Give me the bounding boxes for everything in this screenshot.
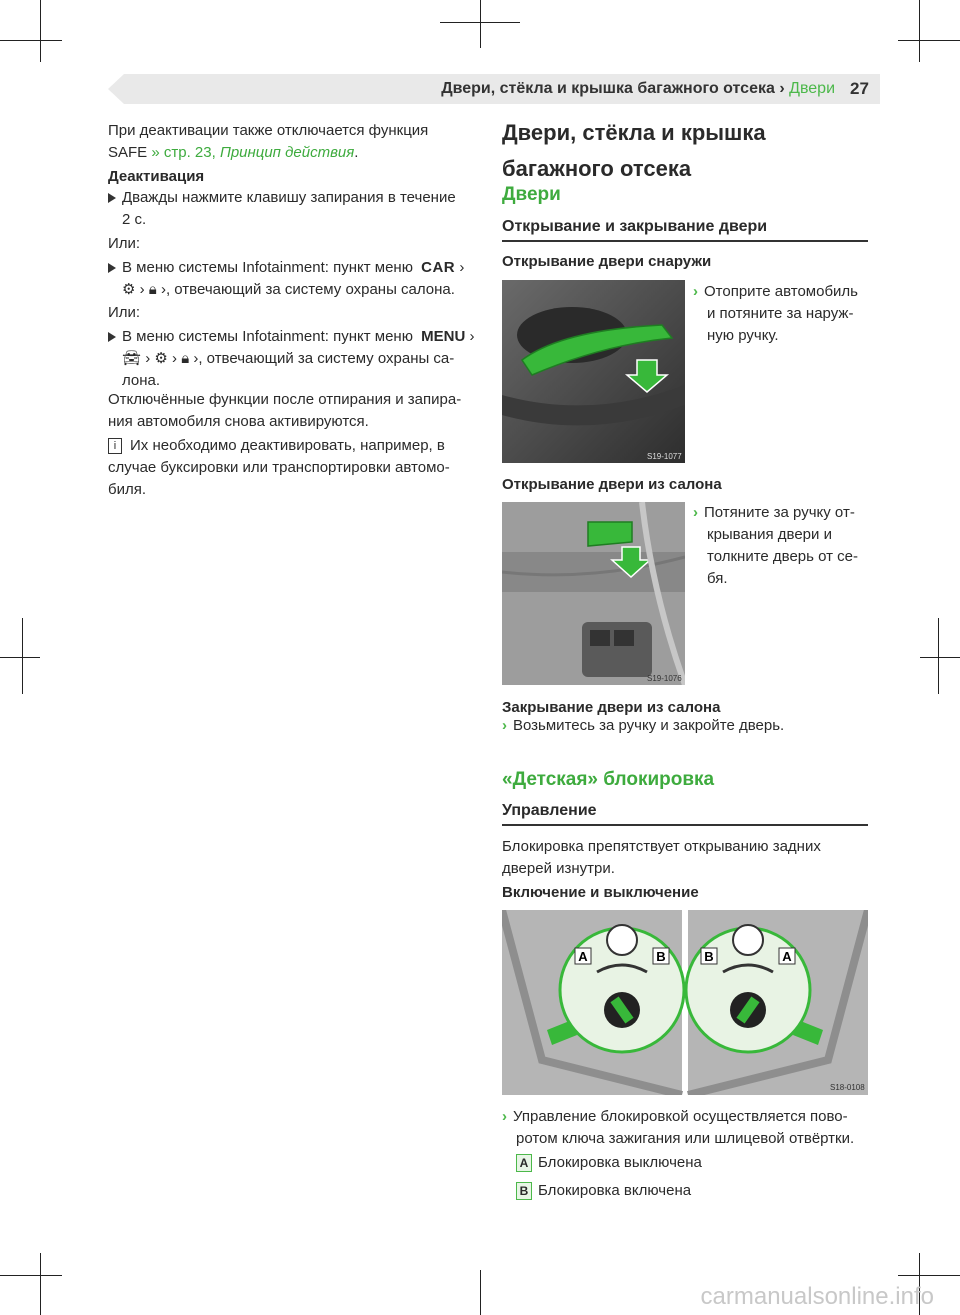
control-paragraph [502,836,872,880]
chapter-title-line: багажного отсека [502,156,692,181]
crop-mark [480,0,481,48]
door-outside-handle-figure [502,280,685,463]
chevron-icon: › [693,283,698,300]
door-inside-handle-figure [502,502,685,685]
breadcrumb-separator: › [779,80,785,97]
door-inside-handle-illustration [502,502,685,685]
label-b-left [653,948,669,964]
sensor-icon: 🔒︎ [148,281,157,298]
child-lock-illustration [502,910,868,1095]
paragraph-line: ния автомобиля снова активируются. [108,413,369,430]
door-outside-handle-illustration [502,280,685,463]
step-1 [108,187,478,231]
crop-mark [40,0,41,62]
chevron-icon: › [693,504,698,521]
legend-key: B [516,1182,532,1200]
instruction-line: Отоприте автомобиль [704,283,858,300]
chevron-icon: › [160,281,166,298]
step-text: Дважды нажмите клавишу запирания в течение [122,189,456,206]
subsection-title: Открывание и закрывание двери [502,218,768,235]
control-heading: Управление [502,802,597,819]
figure-label: A [578,949,588,964]
car-icon: 🚘︎ [122,350,142,367]
divider [502,240,868,242]
figure-code: S19-1076 [647,674,682,683]
deactivation-heading: Деактивация [108,168,205,185]
step-2 [108,257,478,301]
crop-mark [0,657,40,658]
instruction-line: толкните дверь от се- [707,548,859,565]
chevron-icon: › [459,259,465,276]
crop-mark [0,1275,62,1276]
figure-label: B [704,949,714,964]
instruction-line: и потяните за наруж- [707,305,854,322]
paragraph-line: Отключённые функции после отпирания и запира- [108,391,462,408]
chevron-icon: › [145,350,151,367]
paragraph-line: биля. [108,481,147,498]
ref-page[interactable]: » стр. 23, [151,144,216,161]
step-text: В меню системы Infotainment: пункт меню [122,259,413,276]
inside-instruction [693,502,873,590]
breadcrumb [441,80,835,98]
instruction-line: бя. [707,570,728,587]
crop-mark [480,1270,481,1315]
crop-mark [22,618,23,694]
instruction-line: Управление блокировкой осуществляется пово- [513,1108,848,1125]
instruction-line: Возьмитесь за ручку и закройте дверь. [513,717,785,734]
outside-instruction [693,281,873,347]
figure-label: B [656,949,666,964]
or-label: Или: [108,304,141,321]
chevron-icon: › [172,350,178,367]
paragraph-line: Блокировка препятствует открыванию задних [502,838,821,855]
section-title: Двери [502,184,561,205]
figure-code: S19-1077 [647,452,682,461]
bullet-triangle-icon [108,332,116,342]
page-reference-link[interactable] [151,144,354,161]
reactivate-paragraph [108,389,478,433]
step-text: В меню системы Infotainment: пункт меню [122,328,413,345]
crop-mark [920,657,960,658]
paragraph-line: случае буксировки или транспортировки автомо- [108,459,450,476]
bullet-triangle-icon [108,193,116,203]
onoff-heading: Включение и выключение [502,884,699,901]
crop-mark [40,1253,41,1315]
chevron-icon: › [502,1108,507,1125]
gear-icon: ⚙ [122,281,136,298]
chevron-icon: › [193,350,199,367]
crop-mark [919,0,920,62]
label-a-left [575,948,591,964]
close-instruction [502,715,784,737]
step-text: , отвечающий за систему охраны салона. [165,281,455,298]
chapter-title-line: Двери, стёкла и крышка [502,120,766,145]
instruction-line: крывания двери и [707,526,832,543]
crop-mark [938,618,939,694]
chapter-title [502,118,872,184]
step-text: лона. [122,372,161,389]
inside-heading: Открывание двери из салона [502,476,722,493]
label-b-right [701,948,717,964]
control-instruction [502,1106,872,1150]
note-paragraph [108,435,478,501]
breadcrumb-path[interactable]: Двери, стёкла и крышка багажного отсека [441,80,775,97]
intro-paragraph [108,120,478,164]
or-label: Или: [108,235,141,252]
crop-mark [440,22,520,23]
step-3 [108,326,478,392]
intro-dot: . [354,144,359,161]
divider [502,824,868,826]
child-lock-section-title: «Детская» блокировка [502,769,715,790]
close-heading: Закрывание двери из салона [502,699,721,716]
figure-label: A [782,949,792,964]
chevron-icon: › [469,328,475,345]
chevron-icon: › [502,717,507,734]
gear-icon: ⚙ [154,350,168,367]
step-text: 2 с. [122,211,147,228]
menu-button-label: MENU [421,328,466,345]
paragraph-line: дверей изнутри. [502,860,615,877]
breadcrumb-current[interactable]: Двери [789,80,835,97]
instruction-line: Потяните за ручку от- [704,504,855,521]
crop-mark [898,40,960,41]
ref-title[interactable]: Принцип действия [219,144,355,161]
legend-item-b [516,1180,691,1202]
legend-item-a [516,1152,702,1174]
info-icon: i [108,438,122,454]
intro-line: При деактивации также отключается функция [108,122,429,139]
legend-text: Блокировка включена [538,1182,692,1199]
paragraph-line: Их необходимо деактивировать, например, в [130,437,445,454]
bullet-triangle-icon [108,263,116,273]
label-a-right [779,948,795,964]
watermark: carmanualsonline.info [700,1283,934,1310]
child-lock-figure [502,910,868,1095]
car-button-label: CAR [421,259,456,276]
chevron-icon: › [139,281,145,298]
crop-mark [898,1275,960,1276]
crop-mark [0,40,62,41]
figure-code: S18-0108 [830,1083,865,1092]
legend-text: Блокировка выключена [538,1154,702,1171]
sensor-icon: 🔒︎ [181,350,190,367]
step-text: , отвечающий за систему охраны са- [198,350,455,367]
legend-key: A [516,1154,532,1172]
outside-heading: Открывание двери снаружи [502,253,712,270]
intro-line: SAFE [108,144,148,161]
page-number: 27 [850,79,869,98]
instruction-line: ную ручку. [707,327,779,344]
instruction-line: ротом ключа зажигания или шлицевой отвёртки. [516,1130,855,1147]
